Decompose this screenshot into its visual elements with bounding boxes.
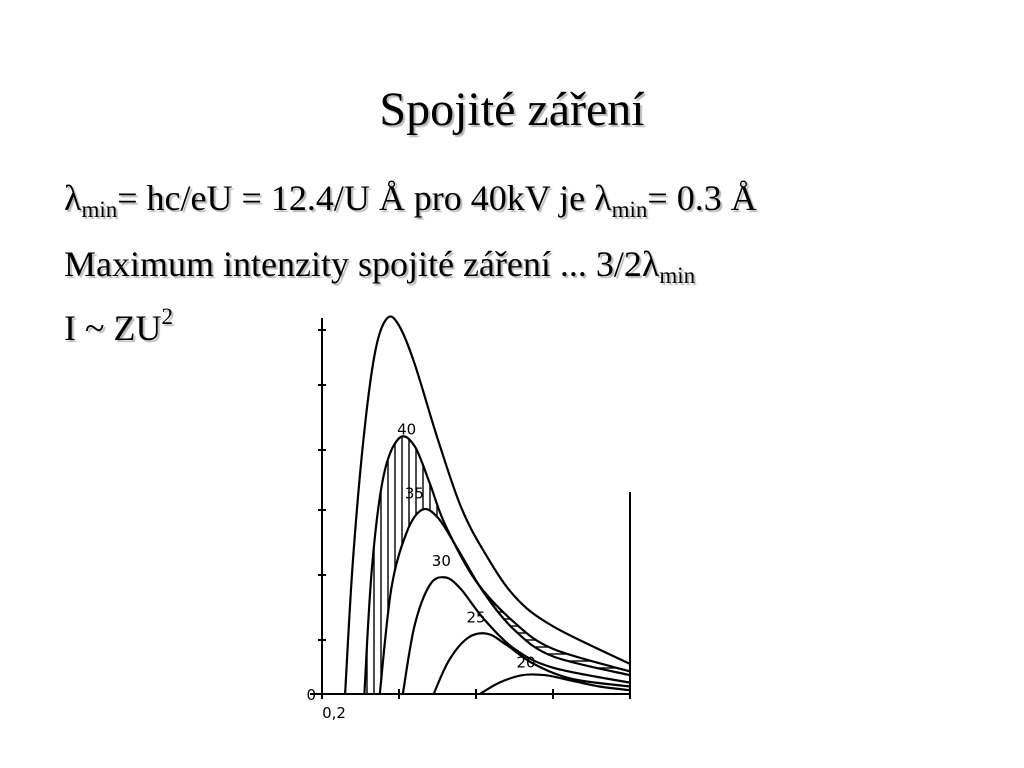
hatched-region-vertical	[364, 436, 630, 694]
curve-label-20: 20	[516, 653, 536, 672]
y-tick-label: 0	[306, 686, 316, 704]
slide-title: Spojité záření	[379, 83, 645, 136]
lambda-symbol: λ	[594, 178, 612, 218]
exponent-superscript: 2	[161, 304, 173, 329]
x-tick-label: 0,2	[322, 704, 346, 722]
min-subscript: min	[81, 197, 118, 222]
formula-result-text: = 0.3 Å	[647, 178, 757, 218]
curve-label-25: 25	[466, 608, 486, 627]
curve-label-30: 30	[431, 552, 451, 571]
intensity-maximum-text: Maximum intenzity spojité záření ... 3/2	[64, 244, 642, 284]
curve-label-40: 40	[397, 420, 417, 439]
lambda-symbol: λ	[641, 244, 660, 284]
lambda-symbol: λ	[64, 178, 82, 218]
curve-35	[380, 509, 630, 694]
min-subscript: min	[659, 263, 696, 288]
curve-label-35: 35	[404, 484, 424, 503]
min-subscript: min	[611, 197, 648, 222]
proportionality-text: I ~ ZU	[64, 308, 162, 348]
formula-text: = hc/eU = 12.4/U Å pro 40kV je	[117, 178, 595, 218]
